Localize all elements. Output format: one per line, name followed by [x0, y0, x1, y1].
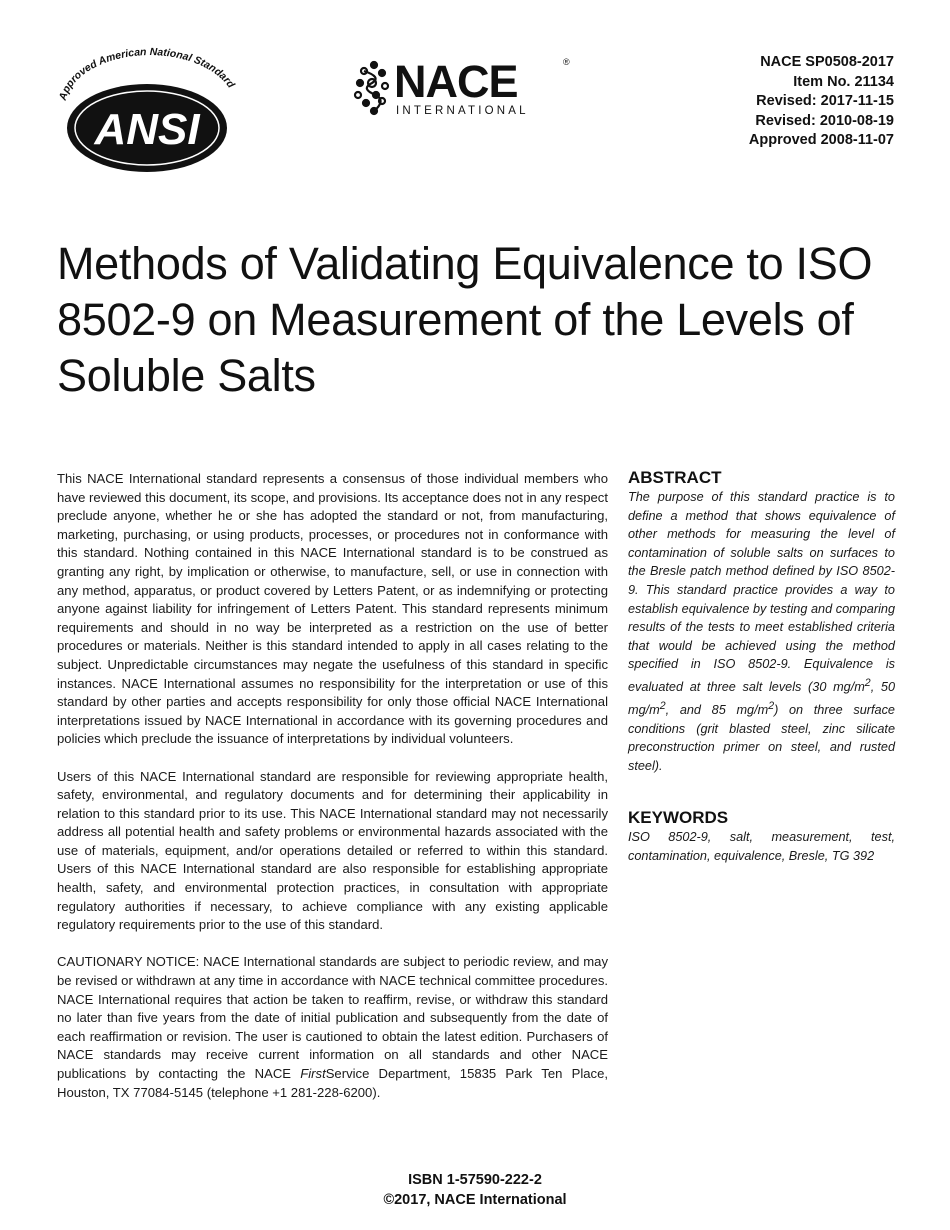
ansi-logo [55, 46, 245, 176]
first-italic: First [300, 1066, 326, 1081]
approved-date: Approved 2008-11-07 [748, 132, 894, 148]
body-column [57, 470, 608, 1121]
revised-date-2: Revised: 2010-08-19 [755, 112, 894, 129]
nace-sub: INTERNATIONAL [396, 105, 529, 117]
abstract-text [628, 488, 895, 775]
registered-mark: ® [563, 57, 570, 67]
consensus-paragraph: This NACE International standard represents a consensus of those individual members who have reviewed this document, its scope, and provisions. Its acceptance does not in any respect preclude anyone, whether he or she has adopted the standard or not, from manufacturing, marketing, purchasing, or using products, processes, or procedures not in conformance with this standard. Nothing contained in this NACE International standard is to be construed as granting any right, by implication or otherwise, to manufacture, sell, or use in connection with any method, apparatus, or product covered by Letters Patent, or as indemnifying or protecting anyone against liability for infringement of Letters Patent. This standard represents minimum requirements and should in no way be interpreted as a restriction on the use of better procedures or materials. Neither is this standard intended to apply in all cases relating to the subject. Unpredictable circumstances may negate the usefulness of this standard in specific instances. NACE International assumes no responsibility for the interpretation or use of this standard by other parties and accepts responsibility for only those official NACE International interpretations issued by NACE International in accordance with its governing procedures and policies which preclude the issuance of interpretations by individual volunteers. [57, 471, 608, 747]
ansi-arc-text: Approved American National Standard [56, 46, 237, 102]
safety-paragraph: Users of this NACE International standard are responsible for reviewing appropriate health, safety, environmental, and regulatory documents and for determining their applicability in relation to this standard prior to its use. This NACE International standard may not necessarily address all potential health and safety problems or environmental hazards associated with the use of materials, equipment, and/or operations detailed or referred to within this standard. Users of this NACE International standard are also responsible for establishing appropriate health, safety, and environmental protection practices, in consultation with appropriate regulatory authorities if necessary, to achieve compliance with any existing applicable regulatory requirements prior to the use of this standard. [57, 768, 608, 933]
ansi-mark: ANSI [94, 105, 200, 154]
superscript: 2 [659, 699, 666, 712]
abstract-text-part: , 50 mg/m [628, 680, 895, 717]
document-info [749, 53, 894, 151]
keywords-heading: KEYWORDS [628, 808, 729, 828]
nace-emblem-icon [355, 62, 388, 114]
keywords-text: ISO 8502-9, salt, measurement, test, contamination, equivalence, Bresle, TG 392 [628, 830, 895, 863]
abstract-section [628, 468, 895, 775]
keywords-section [628, 808, 895, 865]
copyright: ©2017, NACE International [383, 1192, 567, 1208]
superscript: 2 [768, 699, 775, 712]
footer [0, 1170, 950, 1210]
side-column [628, 468, 895, 866]
abstract-text-part: , and 85 mg/m [665, 703, 769, 717]
revised-date-1: Revised: 2017-11-15 [756, 93, 894, 109]
cautionary-text-end: Service Department, 15835 Park Ten Place, Houston, TX 77084-5145 (telephone +1 281-228-6200). [57, 1066, 608, 1100]
cautionary-notice-paragraph [57, 953, 608, 1102]
abstract-text-part: ) on three surface conditions (grit blasted steel, zinc silicate preconstruction primer on steel, and rusted steel). [628, 703, 895, 773]
abstract-heading: ABSTRACT [628, 468, 722, 487]
designation: NACE SP0508-2017 [760, 54, 894, 70]
nace-logo [352, 53, 577, 123]
cautionary-text-start: CAUTIONARY NOTICE: NACE International standards are subject to periodic review, and may be revised or withdrawn at any time in accordance with NACE technical committee procedures. NACE International requires that action be taken to reaffirm, revise, or withdraw this standard no later than five years from the date of initial publication and subsequently from the date of each reaffirmation or revision. The user is cautioned to obtain the latest edition. Purchasers of NACE standards may receive current information on all standards and other NACE publications by contacting the NACE [57, 954, 608, 1081]
abstract-text-part: The purpose of this standard practice is to define a method that shows equivalence of other methods for measuring the level of contamination of soluble salts on surfaces to the Bresle patch method defined by ISO 8502-9. This standard practice provides a way to establish equivalence by testing and comparing results of the tests to meet established criteria that would be achieved using the method specified in ISO 8502-9. Equivalence is evaluated at three salt levels (30 mg/m [628, 490, 895, 695]
document-title: Methods of Validating Equivalence to ISO 8502-9 on Measurement of the Levels of Soluble Salts [57, 238, 873, 401]
isbn: ISBN 1-57590-222-2 [408, 1172, 542, 1188]
nace-mark: NACE [394, 56, 518, 107]
item-number: Item No. 21134 [793, 73, 894, 90]
superscript: 2 [864, 676, 871, 689]
